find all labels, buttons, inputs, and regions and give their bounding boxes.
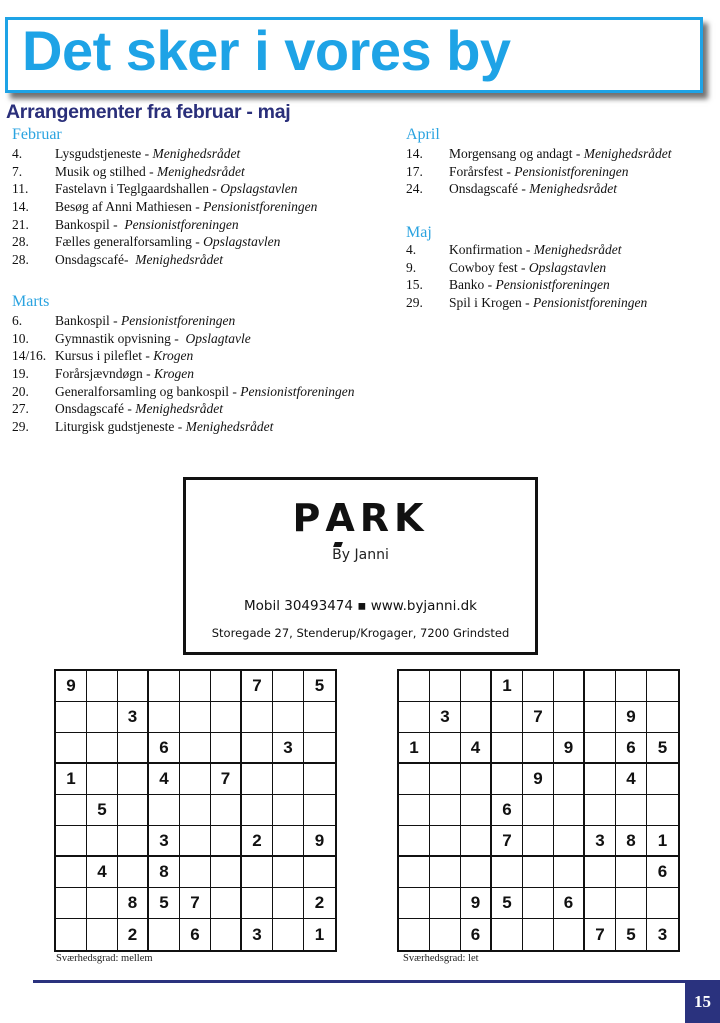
sudoku-empty-cell[interactable]	[554, 795, 585, 826]
sudoku-empty-cell[interactable]	[87, 919, 118, 950]
event-day: 28.	[12, 234, 29, 250]
sudoku-empty-cell[interactable]	[461, 671, 492, 702]
event-organizer: Opslagstavlen	[203, 234, 281, 250]
event-organizer: Menighedsrådet	[583, 146, 672, 161]
sudoku-empty-cell[interactable]	[523, 888, 554, 919]
sudoku-given-cell[interactable]: 7	[523, 702, 554, 733]
event-text	[449, 146, 671, 162]
sudoku-empty-cell[interactable]	[492, 733, 523, 764]
event-text	[55, 217, 239, 233]
sudoku-empty-cell[interactable]	[273, 764, 304, 795]
event-title: Onsdagscafé-	[55, 252, 136, 268]
sudoku-empty-cell[interactable]	[585, 733, 616, 764]
sudoku-empty-cell[interactable]	[523, 826, 554, 857]
event-text	[449, 181, 617, 197]
event-text	[449, 277, 610, 293]
sudoku-empty-cell[interactable]	[87, 764, 118, 795]
sudoku-given-cell[interactable]: 4	[87, 857, 118, 888]
sudoku-given-cell[interactable]: 5	[304, 671, 335, 702]
sudoku-empty-cell[interactable]	[430, 764, 461, 795]
sudoku-empty-cell[interactable]	[118, 826, 149, 857]
sudoku-empty-cell[interactable]	[87, 702, 118, 733]
event-organizer: Pensionistforeningen	[121, 313, 236, 328]
sudoku-empty-cell[interactable]	[149, 671, 180, 702]
sudoku-empty-cell[interactable]	[180, 826, 211, 857]
sudoku-empty-cell[interactable]	[56, 857, 87, 888]
sudoku-empty-cell[interactable]	[242, 764, 273, 795]
sudoku-given-cell[interactable]: 6	[647, 857, 678, 888]
event-organizer: Pensionistforeningen	[124, 216, 239, 232]
month-heading-februar: Februar	[12, 126, 62, 143]
sudoku-empty-cell[interactable]	[430, 888, 461, 919]
sudoku-empty-cell[interactable]	[211, 733, 242, 764]
sudoku-empty-cell[interactable]	[647, 795, 678, 826]
event-day: 29.	[12, 419, 29, 435]
sudoku-empty-cell[interactable]	[273, 671, 304, 702]
park-logo-text: PARK	[292, 496, 429, 540]
event-text	[449, 260, 606, 276]
sudoku-empty-cell[interactable]	[554, 919, 585, 950]
sudoku-empty-cell[interactable]	[87, 671, 118, 702]
sudoku-empty-cell[interactable]	[492, 764, 523, 795]
event-organizer: Krogen	[154, 366, 194, 382]
sudoku-empty-cell[interactable]	[647, 888, 678, 919]
event-text	[449, 295, 647, 311]
event-day: 27.	[12, 401, 29, 417]
sudoku-empty-cell[interactable]	[554, 826, 585, 857]
sudoku-empty-cell[interactable]	[56, 888, 87, 919]
header-box	[5, 17, 703, 93]
event-title: Onsdagscafé -	[55, 401, 136, 417]
park-logo	[186, 496, 535, 540]
sudoku-empty-cell[interactable]	[461, 857, 492, 888]
sudoku-given-cell[interactable]: 6	[554, 888, 585, 919]
event-day: 4.	[12, 146, 23, 161]
event-organizer: Menighedsrådet	[185, 419, 274, 435]
event-text	[449, 242, 621, 258]
event-organizer: Menighedsrådet	[152, 146, 241, 161]
sudoku-empty-cell[interactable]	[273, 857, 304, 888]
event-day: 19.	[12, 366, 29, 382]
sudoku-empty-cell[interactable]	[616, 671, 647, 702]
ad-address: Storegade 27, Stenderup/Krogager, 7200 Grindsted	[211, 626, 510, 640]
sudoku-empty-cell[interactable]	[647, 702, 678, 733]
event-text	[55, 146, 240, 162]
sudoku-empty-cell[interactable]	[242, 795, 273, 826]
event-day: 17.	[406, 163, 423, 179]
event-organizer: Pensionistforeningen	[203, 199, 318, 215]
event-title: Besøg af Anni Mathiesen -	[55, 199, 204, 215]
sudoku-given-cell[interactable]: 3	[585, 826, 616, 857]
sudoku-empty-cell[interactable]	[273, 795, 304, 826]
sudoku-empty-cell[interactable]	[554, 702, 585, 733]
sudoku-empty-cell[interactable]	[242, 702, 273, 733]
sudoku-empty-cell[interactable]	[647, 671, 678, 702]
sudoku-empty-cell[interactable]	[554, 671, 585, 702]
sudoku-empty-cell[interactable]	[585, 888, 616, 919]
sudoku-empty-cell[interactable]	[304, 733, 335, 764]
sudoku-empty-cell[interactable]	[211, 795, 242, 826]
sudoku-given-cell[interactable]: 2	[304, 888, 335, 919]
sudoku-given-cell[interactable]: 7	[180, 888, 211, 919]
sudoku-empty-cell[interactable]	[273, 919, 304, 950]
sudoku-empty-cell[interactable]	[430, 826, 461, 857]
sudoku-grid-let	[397, 669, 680, 952]
sudoku-empty-cell[interactable]	[399, 919, 430, 950]
sudoku-given-cell[interactable]: 9	[461, 888, 492, 919]
event-title: Forårsfest -	[449, 163, 515, 179]
sudoku-given-cell[interactable]: 5	[149, 888, 180, 919]
event-text	[55, 252, 223, 268]
event-organizer: Krogen	[153, 348, 194, 364]
event-title: Gymnastik opvisning -	[55, 330, 186, 346]
sudoku-empty-cell[interactable]	[399, 671, 430, 702]
event-title: Lysgudstjeneste -	[55, 146, 153, 161]
sudoku-given-cell[interactable]: 6	[492, 795, 523, 826]
event-day: 29.	[406, 295, 423, 311]
sudoku-empty-cell[interactable]	[461, 702, 492, 733]
sudoku-empty-cell[interactable]	[523, 795, 554, 826]
sudoku-empty-cell[interactable]	[523, 857, 554, 888]
sudoku-given-cell[interactable]: 9	[616, 702, 647, 733]
sudoku-empty-cell[interactable]	[523, 671, 554, 702]
event-text	[55, 419, 273, 435]
sudoku-empty-cell[interactable]	[492, 702, 523, 733]
sudoku-difficulty-mellem: Sværhedsgrad: mellem	[56, 953, 153, 964]
sudoku-empty-cell[interactable]	[149, 702, 180, 733]
event-organizer: Menighedsrådet	[529, 181, 617, 197]
month-heading-marts: Marts	[12, 293, 50, 310]
sudoku-empty-cell[interactable]	[211, 702, 242, 733]
sudoku-empty-cell[interactable]	[211, 888, 242, 919]
sudoku-empty-cell[interactable]	[273, 826, 304, 857]
sudoku-empty-cell[interactable]	[585, 702, 616, 733]
event-text	[449, 164, 628, 180]
sudoku-empty-cell[interactable]	[616, 857, 647, 888]
sudoku-empty-cell[interactable]	[180, 733, 211, 764]
sudoku-given-cell[interactable]: 7	[211, 764, 242, 795]
sudoku-empty-cell[interactable]	[492, 857, 523, 888]
sudoku-empty-cell[interactable]	[56, 795, 87, 826]
sudoku-empty-cell[interactable]	[149, 919, 180, 950]
sudoku-given-cell[interactable]: 3	[657, 924, 668, 944]
sudoku-empty-cell[interactable]	[56, 702, 87, 733]
sudoku-empty-cell[interactable]	[273, 702, 304, 733]
sudoku-empty-cell[interactable]	[461, 764, 492, 795]
page-title: Det sker i vores by	[22, 19, 511, 82]
sudoku-empty-cell[interactable]	[461, 795, 492, 826]
event-title: Liturgisk gudstjeneste -	[55, 419, 186, 435]
sudoku-empty-cell[interactable]	[211, 826, 242, 857]
event-title: Fastelavn i Teglgaardshallen -	[55, 181, 221, 197]
sudoku-empty-cell[interactable]	[585, 764, 616, 795]
sudoku-given-cell[interactable]: 6	[149, 733, 180, 764]
event-organizer: Menighedsrådet	[135, 252, 223, 268]
sudoku-empty-cell[interactable]	[118, 671, 149, 702]
event-day: 7.	[12, 163, 23, 179]
ad-tagline: By Janni	[332, 547, 389, 563]
sudoku-empty-cell[interactable]	[399, 795, 430, 826]
sudoku-empty-cell[interactable]	[430, 733, 461, 764]
sudoku-given-cell[interactable]: 9	[304, 826, 335, 857]
sudoku-given-cell[interactable]: 9	[554, 733, 585, 764]
page-number: 15	[685, 980, 720, 1023]
sudoku-empty-cell[interactable]	[399, 702, 430, 733]
sudoku-empty-cell[interactable]	[242, 857, 273, 888]
sudoku-given-cell[interactable]: 6	[180, 919, 211, 950]
sudoku-difficulty-let: Sværhedsgrad: let	[403, 953, 479, 964]
event-organizer: Opslagstavlen	[528, 259, 607, 275]
month-heading-maj: Maj	[406, 224, 432, 241]
event-organizer: Opslagstavlen	[220, 181, 298, 197]
sudoku-empty-cell[interactable]	[304, 764, 335, 795]
sudoku-empty-cell[interactable]	[523, 919, 554, 950]
month-heading-april: April	[406, 126, 440, 143]
sudoku-empty-cell[interactable]	[461, 826, 492, 857]
sudoku-given-cell[interactable]: 6	[461, 919, 492, 950]
event-organizer: Pensionistforeningen	[240, 383, 355, 399]
event-text	[55, 331, 251, 347]
sudoku-given-cell[interactable]: 1	[399, 733, 430, 764]
sudoku-given-cell[interactable]: 7	[492, 826, 523, 857]
sudoku-empty-cell[interactable]	[585, 671, 616, 702]
event-day: 28.	[12, 252, 29, 268]
sudoku-empty-cell[interactable]	[304, 857, 335, 888]
sudoku-empty-cell[interactable]	[304, 795, 335, 826]
event-day: 14.	[406, 146, 423, 161]
event-title: Spil i Krogen -	[449, 295, 533, 311]
sudoku-grid-mellem	[54, 669, 337, 952]
sudoku-empty-cell[interactable]	[492, 919, 523, 950]
event-organizer: Menighedsrådet	[533, 242, 622, 257]
event-title: Musik og stilhed -	[55, 163, 158, 179]
sudoku-given-cell[interactable]: 8	[118, 888, 149, 919]
sudoku-empty-cell[interactable]	[56, 919, 87, 950]
sudoku-empty-cell[interactable]	[87, 888, 118, 919]
sudoku-empty-cell[interactable]	[430, 919, 461, 950]
event-text	[55, 313, 235, 329]
event-day: 21.	[12, 216, 29, 232]
sudoku-given-cell[interactable]: 4	[149, 764, 180, 795]
event-organizer: Menighedsrådet	[157, 163, 245, 179]
sudoku-empty-cell[interactable]	[180, 857, 211, 888]
sudoku-given-cell[interactable]: 1	[647, 826, 678, 857]
ad-contact: Mobil 30493474 ▪ www.byjanni.dk	[243, 598, 477, 614]
event-organizer: Pensionistforeningen	[514, 163, 629, 179]
sudoku-given-cell[interactable]: 7	[585, 919, 616, 950]
sudoku-empty-cell[interactable]	[87, 826, 118, 857]
sudoku-empty-cell[interactable]	[304, 702, 335, 733]
event-title: Generalforsamling og bankospil -	[55, 383, 241, 399]
event-title: Bankospil -	[55, 313, 121, 328]
event-text	[55, 181, 298, 197]
event-text	[55, 366, 194, 382]
event-text	[55, 164, 245, 180]
event-day: 11.	[12, 181, 29, 197]
event-day: 14/16.	[12, 348, 47, 364]
event-text	[55, 401, 223, 417]
sudoku-given-cell[interactable]: 5	[492, 888, 523, 919]
section-subtitle: Arrangementer fra februar - maj	[6, 101, 291, 123]
sudoku-empty-cell[interactable]	[211, 919, 242, 950]
event-text	[55, 199, 317, 215]
sudoku-given-cell[interactable]: 8	[616, 826, 647, 857]
sudoku-empty-cell[interactable]	[554, 857, 585, 888]
sudoku-given-cell[interactable]: 2	[242, 826, 273, 857]
sudoku-empty-cell[interactable]	[56, 733, 87, 764]
event-title: Banko -	[449, 277, 496, 293]
event-day: 4.	[406, 242, 417, 257]
sudoku-given-cell[interactable]: 4	[461, 733, 492, 764]
sudoku-given-cell[interactable]: 3	[273, 733, 304, 764]
sudoku-given-cell[interactable]: 2	[118, 919, 149, 950]
sudoku-given-cell[interactable]: 4	[616, 764, 647, 795]
sudoku-given-cell[interactable]: 3	[430, 702, 461, 733]
event-day: 10.	[12, 330, 29, 346]
sudoku-given-cell[interactable]: 9	[523, 764, 554, 795]
sudoku-empty-cell[interactable]	[242, 888, 273, 919]
event-organizer: Pensionistforeningen	[495, 277, 610, 293]
event-day: 20.	[12, 383, 29, 399]
sudoku-empty-cell[interactable]	[211, 671, 242, 702]
sudoku-given-cell[interactable]: 9	[56, 671, 87, 702]
sudoku-empty-cell[interactable]	[118, 733, 149, 764]
sudoku-given-cell[interactable]: 3	[149, 826, 180, 857]
advertisement-park-by-janni	[183, 477, 538, 655]
event-organizer: Menighedsrådet	[135, 401, 223, 417]
event-text	[55, 384, 354, 400]
sudoku-empty-cell[interactable]	[523, 733, 554, 764]
sudoku-empty-cell[interactable]	[585, 795, 616, 826]
sudoku-empty-cell[interactable]	[118, 764, 149, 795]
sudoku-empty-cell[interactable]	[242, 733, 273, 764]
sudoku-empty-cell[interactable]	[87, 733, 118, 764]
event-title: Onsdagscafé -	[449, 181, 530, 197]
event-title: Forårsjævndøgn -	[55, 366, 154, 382]
event-day: 6.	[12, 313, 23, 328]
sudoku-given-cell[interactable]: 5	[647, 733, 678, 764]
event-day: 14.	[12, 199, 29, 215]
sudoku-empty-cell[interactable]	[273, 888, 304, 919]
sudoku-empty-cell[interactable]	[616, 795, 647, 826]
sudoku-given-cell[interactable]: 6	[616, 733, 647, 764]
sudoku-empty-cell[interactable]	[399, 764, 430, 795]
sudoku-given-cell[interactable]: 1	[314, 924, 325, 944]
sudoku-given-cell[interactable]: 3	[242, 919, 273, 950]
event-organizer: Opslagtavle	[185, 330, 251, 346]
sudoku-given-cell[interactable]: 1	[492, 671, 523, 702]
sudoku-empty-cell[interactable]	[399, 888, 430, 919]
sudoku-empty-cell[interactable]	[118, 857, 149, 888]
sudoku-empty-cell[interactable]	[149, 795, 180, 826]
event-day: 9.	[406, 259, 417, 275]
event-organizer: Pensionistforeningen	[533, 295, 648, 311]
sudoku-empty-cell[interactable]	[554, 764, 585, 795]
sudoku-given-cell[interactable]: 5	[616, 919, 647, 950]
sudoku-given-cell[interactable]: 3	[118, 702, 149, 733]
sudoku-empty-cell[interactable]	[399, 857, 430, 888]
event-day: 15.	[406, 277, 423, 293]
event-title: Bankospil -	[55, 216, 125, 232]
sudoku-given-cell[interactable]: 8	[149, 857, 180, 888]
sudoku-given-cell[interactable]: 7	[242, 671, 273, 702]
sudoku-given-cell[interactable]: 5	[87, 795, 118, 826]
event-text	[55, 348, 193, 364]
sudoku-empty-cell[interactable]	[180, 702, 211, 733]
sudoku-empty-cell[interactable]	[430, 857, 461, 888]
event-text	[55, 234, 280, 250]
sudoku-empty-cell[interactable]	[211, 857, 242, 888]
event-title: Kursus i pileflet -	[55, 348, 154, 364]
sudoku-empty-cell[interactable]	[118, 795, 149, 826]
event-title: Cowboy fest -	[449, 259, 529, 275]
sudoku-empty-cell[interactable]	[616, 888, 647, 919]
event-title: Konfirmation -	[449, 242, 534, 257]
sudoku-empty-cell[interactable]	[56, 826, 87, 857]
footer-rule	[33, 980, 685, 983]
sudoku-empty-cell[interactable]	[180, 764, 211, 795]
sudoku-given-cell[interactable]: 1	[56, 764, 87, 795]
sudoku-empty-cell[interactable]	[585, 857, 616, 888]
sudoku-empty-cell[interactable]	[430, 671, 461, 702]
sudoku-empty-cell[interactable]	[180, 795, 211, 826]
sudoku-empty-cell[interactable]	[180, 671, 211, 702]
event-title: Fælles generalforsamling -	[55, 234, 204, 250]
sudoku-empty-cell[interactable]	[430, 795, 461, 826]
event-day: 24.	[406, 181, 423, 197]
sudoku-empty-cell[interactable]	[399, 826, 430, 857]
event-title: Morgensang og andagt -	[449, 146, 584, 161]
sudoku-empty-cell[interactable]	[647, 764, 678, 795]
